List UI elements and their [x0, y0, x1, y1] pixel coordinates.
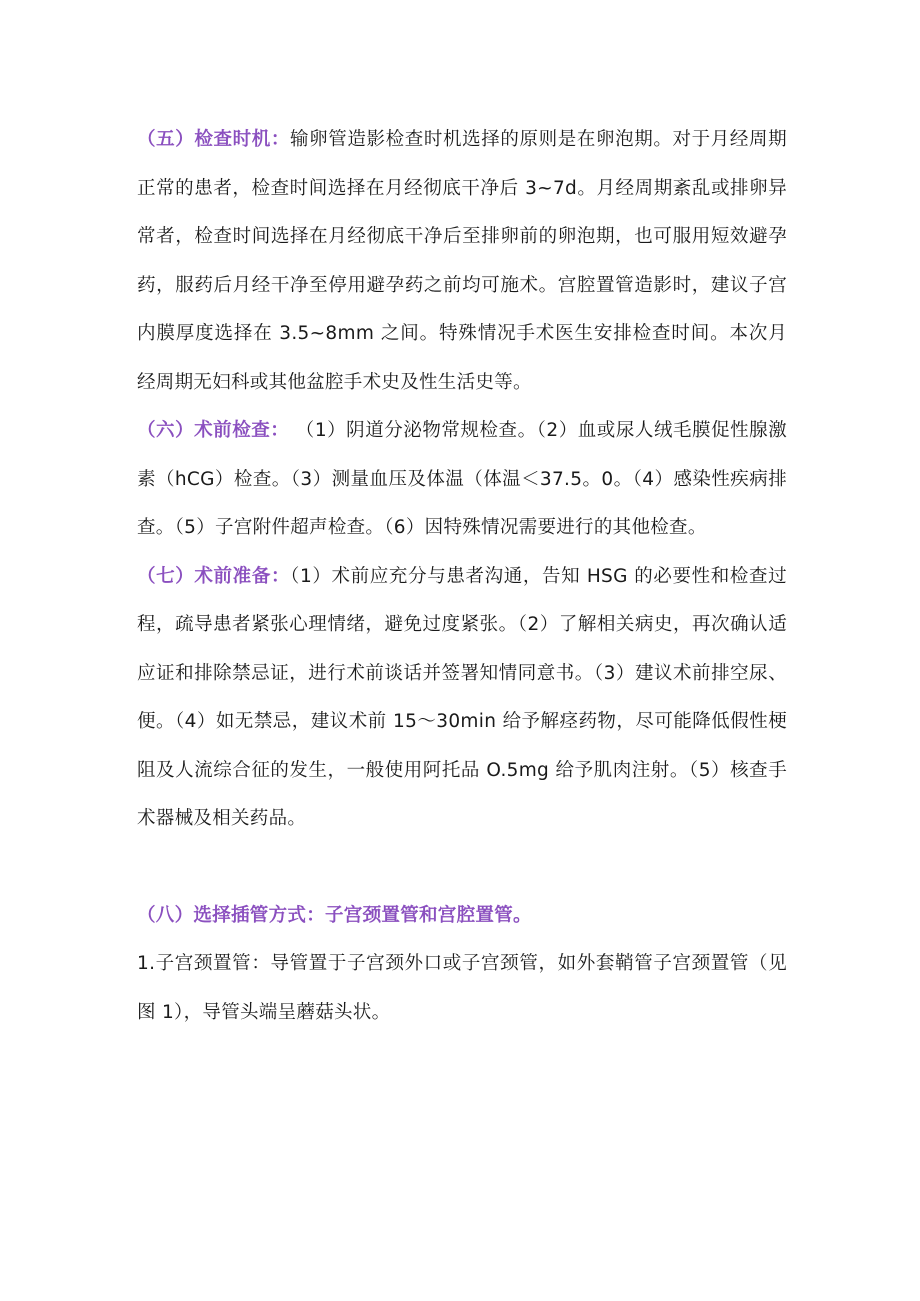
- document-body: [137, 116, 787, 1037]
- section-5-paragraph: [137, 116, 787, 407]
- section-5-heading: （五）检查时机：: [137, 129, 291, 150]
- section-7-heading: （七）术前准备：: [137, 565, 291, 587]
- section-8-heading: （八）选择插管方式：子宫颈置管和宫腔置管。: [137, 904, 532, 926]
- section-6-paragraph: [137, 407, 787, 553]
- section-5-text: 输卵管造影检查时机选择的原则是在卵泡期。对于月经周期正常的患者，检查时间选择在月经彻底干净后 3~7d。月经周期紊乱或排卵异常者，检查时间选择在月经彻底干净后至排卵前的卵泡期，也可服用短效避孕药，服药后月经干净至停用避孕药之前均可施术。宫腔置管造影时，建议子宫内膜厚度选择在 3.5~8mm 之间。特殊情况手术医生安排检查时间。本次月经周期无妇科或其他盆腔手术史及性生活史等。: [137, 129, 787, 393]
- section-8-heading-paragraph: [137, 892, 787, 941]
- section-6-heading: （六）术前检查：: [137, 420, 290, 441]
- section-6-text: （1）阴道分泌物常规检查。（2）血或尿人绒毛膜促性腺激素（hCG）检查。（3）测量血压及体温（体温＜37.5。0。（4）感染性疾病排查。（5）子宫附件超声检查。（6）因特殊情况需要进行的其他检查。: [137, 420, 788, 538]
- section-8-item-1-paragraph: [137, 940, 787, 1037]
- section-7-text: （1）术前应充分与患者沟通，告知 HSG 的必要性和检查过程，疏导患者紧张心理情绪，避免过度紧张。（2）了解相关病史，再次确认适应证和排除禁忌证，进行术前谈话并签署知情同意书。（3）建议术前排空尿、便。（4）如无禁忌，建议术前 15～30min 给予解痉药物，尽可能降低假性梗阻及人流综合征的发生，一般使用阿托品 O.5mg 给予肌肉注射。（5）核查手术器械及相关药品。: [137, 565, 787, 829]
- section-8-item-1-text: 1.子宫颈置管：导管置于子宫颈外口或子宫颈管，如外套鞘管子宫颈置管（见图 1），导管头端呈蘑菇头状。: [137, 953, 787, 1023]
- section-7-paragraph: [137, 553, 787, 844]
